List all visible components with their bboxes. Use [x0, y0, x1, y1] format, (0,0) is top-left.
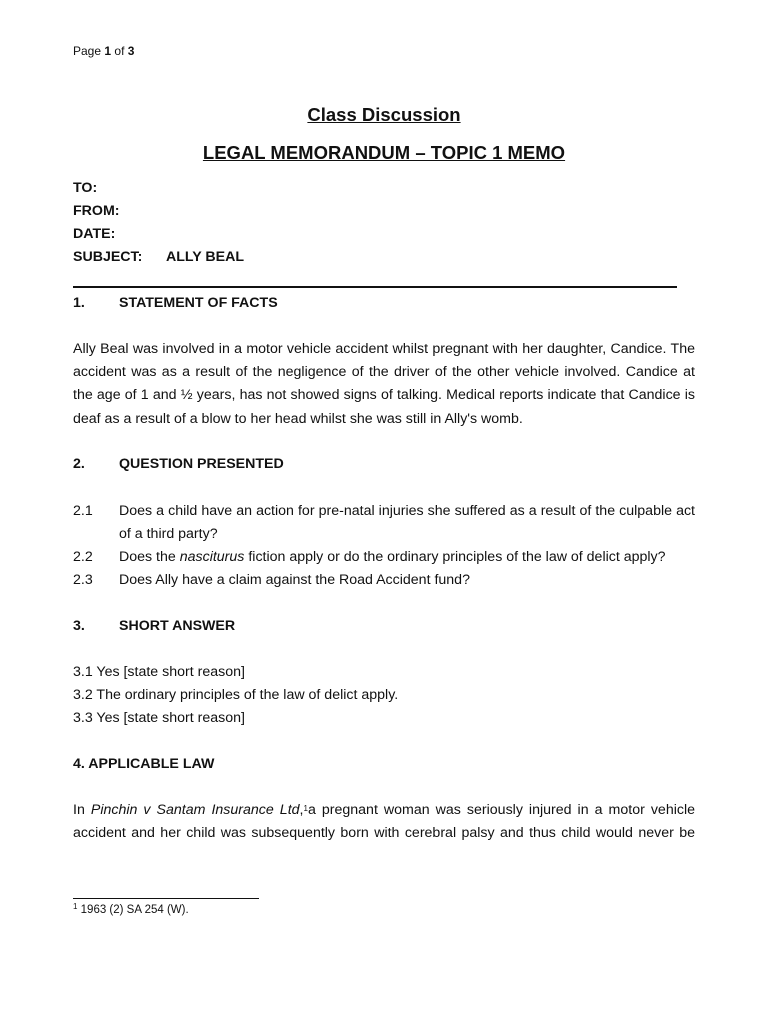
memo-date: DATE:: [73, 226, 116, 242]
page-number: Page 1 of 3: [73, 44, 135, 58]
section-2-heading: 2. QUESTION PRESENTED: [73, 456, 284, 472]
document-title: Class Discussion: [307, 104, 461, 125]
header-divider: [73, 286, 677, 288]
question-2-1: 2.1 Does a child have an action for pre-natal injuries she suffered as a result of the culpable act of a third party?: [73, 503, 695, 543]
section-4-heading: 4. APPLICABLE LAW: [73, 756, 215, 772]
memo-from: FROM:: [73, 203, 120, 219]
case-name: Pinchin v Santam Insurance Ltd: [90, 802, 300, 818]
short-answer-3-2: 3.2 The ordinary principles of the law of delict apply.: [73, 687, 399, 703]
footnote-reference: 1: [303, 804, 308, 813]
footnote: $^1$ 1963 (2) SA 254 (W).: [73, 902, 189, 916]
short-answer-3-1: 3.1 Yes [state short reason]: [73, 664, 245, 680]
memo-subject: SUBJECT: ALLY BEAL: [73, 246, 142, 269]
section-3-heading: 3. SHORT ANSWER: [73, 618, 236, 634]
statement-of-facts-paragraph: Ally Beal was involved in a motor vehicle accident whilst pregnant with her daughter, Candice. The accident was as a result of the negligence of the driver of the other vehicle involved. Candice at the age of 1 and ½ years, has not showed signs of talking. Medical reports indicate that Candice is deaf as a result of a blow to her head whilst she was still in Ally's womb.: [73, 341, 695, 427]
document-subtitle: LEGAL MEMORANDUM – TOPIC 1 MEMO: [202, 142, 566, 163]
short-answer-3-3: 3.3 Yes [state short reason]: [73, 710, 245, 726]
question-2-2: 2.2 Does the nasciturus fiction apply or do the ordinary principles of the law of delict apply?: [73, 549, 666, 565]
applicable-law-paragraph: In Pinchin v Santam Insurance Ltd,$^1$a pregnant woman was seriously injured in a motor vehicle accident and her child was subsequently born with cerebral palsy and thus child would never be: [73, 802, 695, 842]
memo-subject-value: ALLY BEAL: [166, 249, 245, 265]
question-2-3: 2.3 Does Ally have a claim against the Road Accident fund?: [73, 572, 470, 588]
footnote-divider: [73, 898, 259, 899]
memo-to: TO:: [73, 180, 98, 196]
section-1-heading: 1. STATEMENT OF FACTS: [73, 295, 278, 311]
